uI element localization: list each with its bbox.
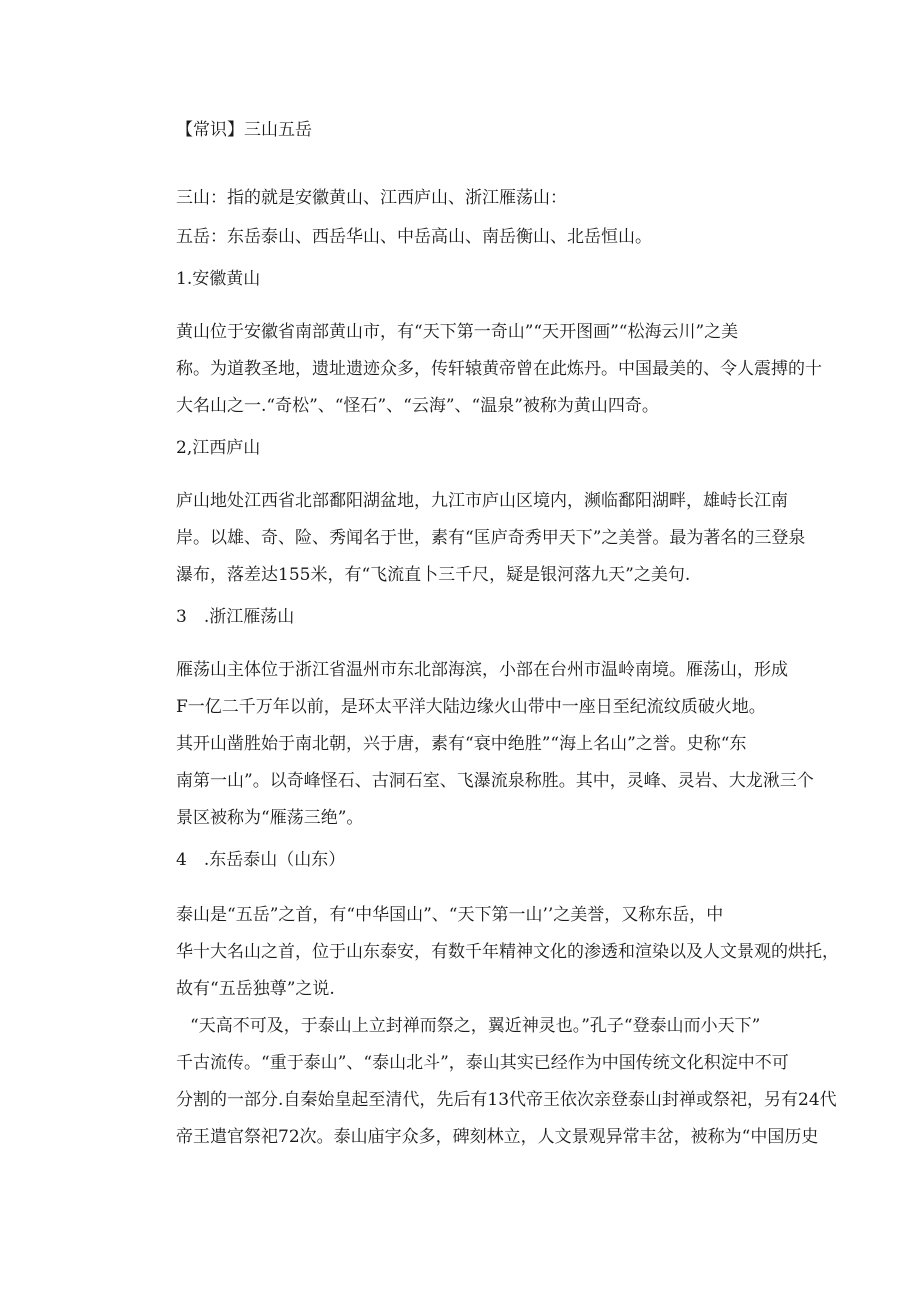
paragraph-line: 其开山凿胜始于南北朝，兴于唐，素有“衰中绝胜”“海上名山”之誉。史称“东 [176,734,747,754]
paragraph-line: 岸。以雄、奇、险、秀闻名于世，素有“匡庐奇秀甲天下”之美誉。最为著名的三登泉 [176,528,806,548]
paragraph-line: 瀑布，落差达155米，有“飞流直卜三千尺，疑是银河落九天”之美句. [176,565,691,585]
section-heading-huangshan: 1.安徽黄山 [176,269,261,289]
paragraph-line: 泰山是“五岳”之首，有“中华国山”、“天下第一山’’之美誉，又称东岳，中 [176,905,724,925]
section-heading-yandangshan: 3 .浙江雁荡山 [176,607,295,627]
paragraph-line: 大名山之一.“奇松”、“怪石”、“云海”、“温泉”被称为黄山四奇。 [176,396,659,416]
paragraph-line: F一亿二千万年以前，是环太平洋大陆边缘火山带中一座日至纪流纹质破火地。 [176,697,766,717]
paragraph-line: 雁荡山主体位于浙江省温州市东北部海滨，小部在台州市温岭南境。雁荡山，形成 [176,660,788,680]
paragraph-line: 南第一山”。以奇峰怪石、古洞石室、飞瀑流泉称胜。其中，灵峰、灵岩、大龙湫三个 [176,771,814,791]
document-title: 【常识】三山五岳 [176,120,312,140]
paragraph-line: 千古流传。“重于泰山”、“泰山北斗”，泰山其实已经作为中国传统文化积淀中不可 [176,1053,789,1073]
paragraph-line: 称。为道教圣地，遗址遗迹众多，传轩辕黄帝曾在此炼丹。中国最美的、令人震搏的十 [176,359,822,379]
paragraph-line: 华十大名山之首，位于山东泰安，有数千年精神文化的渗透和渲染以及人文景观的烘托， [176,942,839,962]
paragraph-line: 帝王遣官祭祀72次。泰山庙宇众多，碑刻林立，人文景观异常丰岔，被称为“中国历史 [176,1127,819,1147]
intro-wuyue: 五岳：东岳泰山、西岳华山、中岳高山、南岳衡山、北岳恒山。 [176,227,652,247]
paragraph-line: 黄山位于安徽省南部黄山市，有“天下第一奇山”“天开图画”“松海云川”之美 [176,322,739,342]
paragraph-line: 分割的一部分.自秦始皇起至清代，先后有13代帝王依次亲登泰山封禅或祭祀，另有24代 [176,1090,837,1110]
section-heading-lushan: 2,江西庐山 [176,438,261,458]
intro-sanshan: 三山：指的就是安徽黄山、江西庐山、浙江雁荡山： [176,188,567,208]
paragraph-line: 庐山地处江西省北部鄱阳湖盆地，九江市庐山区境内，濒临鄱阳湖畔，雄峙长江南 [176,491,788,511]
paragraph-line: 故有“五岳独尊”之说. [176,979,335,999]
section-heading-taishan: 4 .东岳泰山（山东） [176,850,346,870]
paragraph-line: “天高不可及，于泰山上立封禅而祭之，翼近神灵也。”孔子“登泰山而小天下” [190,1016,761,1036]
paragraph-line: 景区被称为“雁荡三绝”。 [176,808,364,828]
